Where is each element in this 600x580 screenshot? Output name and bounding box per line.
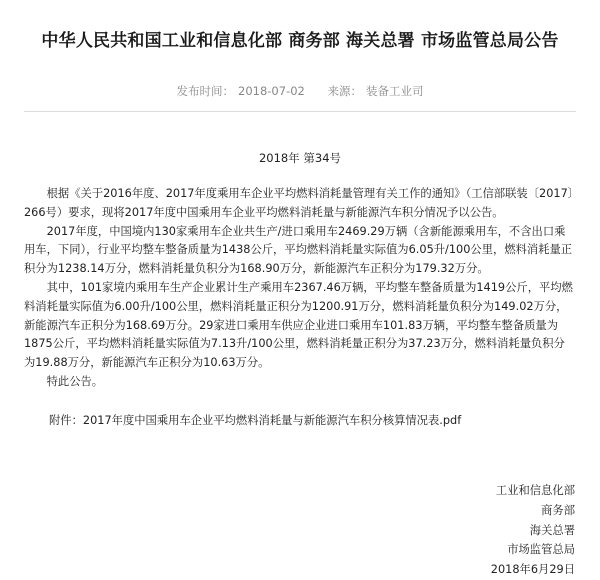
signature-line: 市场监管总局 <box>507 543 575 557</box>
document-number: 2018年 第34号 <box>258 151 342 165</box>
attachment-link[interactable]: 2017年度中国乘用车企业平均燃料消耗量与新能源汽车积分核算情况表.pdf <box>82 414 462 427</box>
body-paragraph: 其中，101家境内乘用车生产企业累计生产乘用车2367.46万辆，平均整车整备质量为1419公斤，平均燃料消耗量实际值为6.00升/100公里，燃料消耗量正积分为1200.91万分，燃料消耗量负积分为149.02万分，新能源汽车正积分为168.69万分。29家进口乘用车供应企业进口乘用车101.83万辆，平均整车整备质量为1875公斤，平均燃料消耗量实际值为7.13升/100公里，燃料消耗量正积分为37.23万分，燃料消耗量负积分为19.88万分，新能源汽车正积分为10.63万分。 <box>24 280 573 370</box>
body-paragraph: 根据《关于2016年度、2017年度乘用车企业平均燃料消耗量管理有关工作的通知》（工信部联装〔2017〕266号）要求，现将2017年度中国乘用车企业平均燃料消耗量与新能源汽车积分情况予以公告。 <box>24 187 574 219</box>
source-value[interactable]: 装备工业司 <box>365 84 424 98</box>
body-paragraph: 2017年度，中国境内130家乘用车企业共生产/进口乘用车2469.29万辆（含新能源乘用车，不含出口乘用车，下同），行业平均整车整备质量为1438公斤，平均燃料消耗量实际值为6.05升/100公里，燃料消耗量正积分为1238.14万分，燃料消耗量负积分为168.90万分，新能源汽车正积分为179.32万分。 <box>24 224 573 276</box>
signature-line: 工业和信息化部 <box>495 484 575 497</box>
header-divider <box>24 111 576 112</box>
signature-block <box>375 481 575 580</box>
signature-date: 2018年6月29日 <box>490 563 575 577</box>
published-label: 发布时间： <box>176 84 235 98</box>
signature-line: 海关总署 <box>529 523 575 537</box>
meta-separator <box>313 84 320 98</box>
published-date: 2018-07-02 <box>238 84 305 98</box>
body-paragraph: 特此公告。 <box>46 374 104 388</box>
document-body <box>24 185 574 392</box>
signature-line: 商务部 <box>541 503 575 517</box>
attachment-label: 附件： <box>49 414 83 427</box>
page-title: 中华人民共和国工业和信息化部 商务部 海关总署 市场监管总局公告 <box>41 31 559 51</box>
source-label: 来源： <box>327 84 362 98</box>
attachment-line <box>49 412 569 430</box>
publish-meta <box>0 83 600 99</box>
